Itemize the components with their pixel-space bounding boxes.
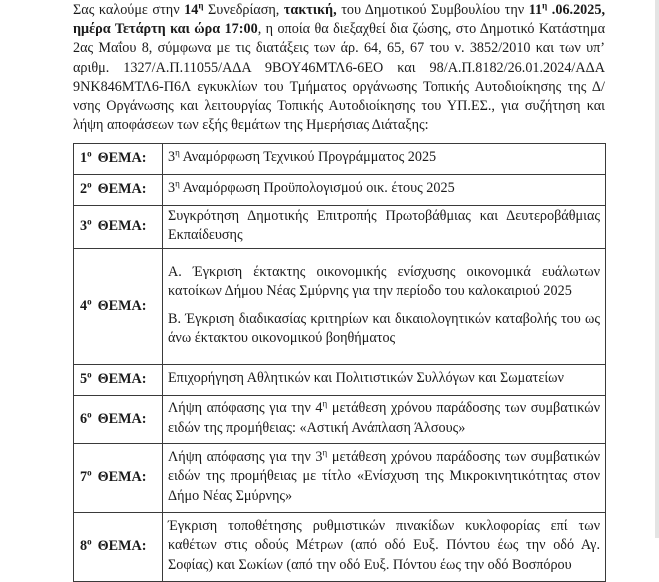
agenda-table (73, 143, 606, 582)
agenda-item-number: $3^o$ ΘΕΜΑ: (74, 206, 163, 249)
agenda-row-6 (74, 396, 606, 444)
agenda-item-subject: Συγκρότηση Δημοτικής Επιτροπής Πρωτοβάθμιας και Δευτεροβάθμιας Εκπαίδευσης (163, 206, 606, 249)
agenda-item-number: $2^o$ ΘΕΜΑ: (74, 175, 163, 206)
agenda-row-3 (74, 206, 606, 249)
agenda-item-subject: Λήψη απόφασης για την $3^\eta$ μετάθεση χρόνου παράδοσης των συμβατικών ειδών της προμήθειας με τίτλο «Ενίσχυση της Μικροκινητικότητας στον Δήμο Νέας Σμύρνης» (163, 444, 606, 513)
agenda-subitem-a: Α. Έγκριση έκτακτης οικονομικής ενίσχυσης οικονομικά ευάλωτων κατοίκων Δήμου Νέας Σμύρνης για την περίοδο του καλοκαιριού 2025 (168, 263, 600, 299)
agenda-row-8 (74, 513, 606, 582)
agenda-item-subject: Επιχορήγηση Αθλητικών και Πολιτιστικών Συλλόγων και Σωματείων (163, 365, 606, 396)
intro-text: Σας καλούμε στην $14^\eta$ Συνεδρίαση, τακτική, του Δημοτικού Συμβουλίου την $11^\eta$ .06.2025, ημέρα Τετάρτη και ώρα 17:00, η οποία θα διεξαχθεί δια ζώσης, στο Δημοτικό Κατάστημα 2ας Μαΐου 8, σύμφωνα με τις διατάξεις των άρ. 64, 65, 67 του ν. 3852/2010 και των υπ’ αριθμ. 1327/Α.Π.11055/ΑΔΑ 9ΒΟΥ46ΜΤΛ6-6ΕΟ και 98/Α.Π.8182/26.01.2024/ΑΔΑ 9ΝΚ846ΜΤΛ6-Π6Λ εγκυκλίων του Τμήματος οργάνωσης Τοπικής Αυτοδιοίκησης της Δ/νσης Οργάνωσης και λειτουργίας Τοπικής Αυτοδιοίκησης του ΥΠ.ΕΣ., για συζήτηση και λήψη αποφάσεων των εξής θεμάτων της Ημερήσιας Διάταξης: (73, 0, 606, 134)
agenda-item-number: $1^o$ ΘΕΜΑ: (74, 144, 163, 175)
agenda-item-number: $4^o$ ΘΕΜΑ: (74, 249, 163, 365)
agenda-row-1 (74, 144, 606, 175)
agenda-item-number: $6^o$ ΘΕΜΑ: (74, 396, 163, 444)
intro-paragraph (73, 1, 605, 135)
agenda-row-4 (74, 249, 606, 365)
agenda-item-subject: $3^\eta$ Αναμόρφωση Τεχνικού Προγράμματος 2025 (163, 144, 606, 175)
agenda-subitem-b: Β. Έγκριση διαδικασίας κριτηρίων και δικαιολογητικών καταβολής του ως άνω έκτακτου οικονομικού βοηθήματος (168, 310, 600, 346)
agenda-item-subject (163, 249, 606, 365)
page-edge (655, 0, 659, 538)
agenda-item-number: $5^o$ ΘΕΜΑ: (74, 365, 163, 396)
agenda-row-5 (74, 365, 606, 396)
agenda-row-2 (74, 175, 606, 206)
agenda-item-number: $7^o$ ΘΕΜΑ: (74, 444, 163, 513)
agenda-item-subject: $3^\eta$ Αναμόρφωση Προϋπολογισμού οικ. έτους 2025 (163, 175, 606, 206)
agenda-item-subject: Έγκριση τοποθέτησης ρυθμιστικών πινακίδων κυκλοφορίας επί των καθέτων στις οδούς Μέτρων (από οδό Ευξ. Πόντου έως την οδό Αγ. Σοφίας) και Σωκίων (από την οδό Ευξ. Πόντου έως την οδό Βοσπόρου (163, 513, 606, 582)
agenda-item-subject: Λήψη απόφασης για την $4^\eta$ μετάθεση χρόνου παράδοσης των συμβατικών ειδών της προμήθειας: «Αστική Ανάπλαση Άλσους» (163, 396, 606, 444)
agenda-row-7 (74, 444, 606, 513)
agenda-item-number: $8^o$ ΘΕΜΑ: (74, 513, 163, 582)
